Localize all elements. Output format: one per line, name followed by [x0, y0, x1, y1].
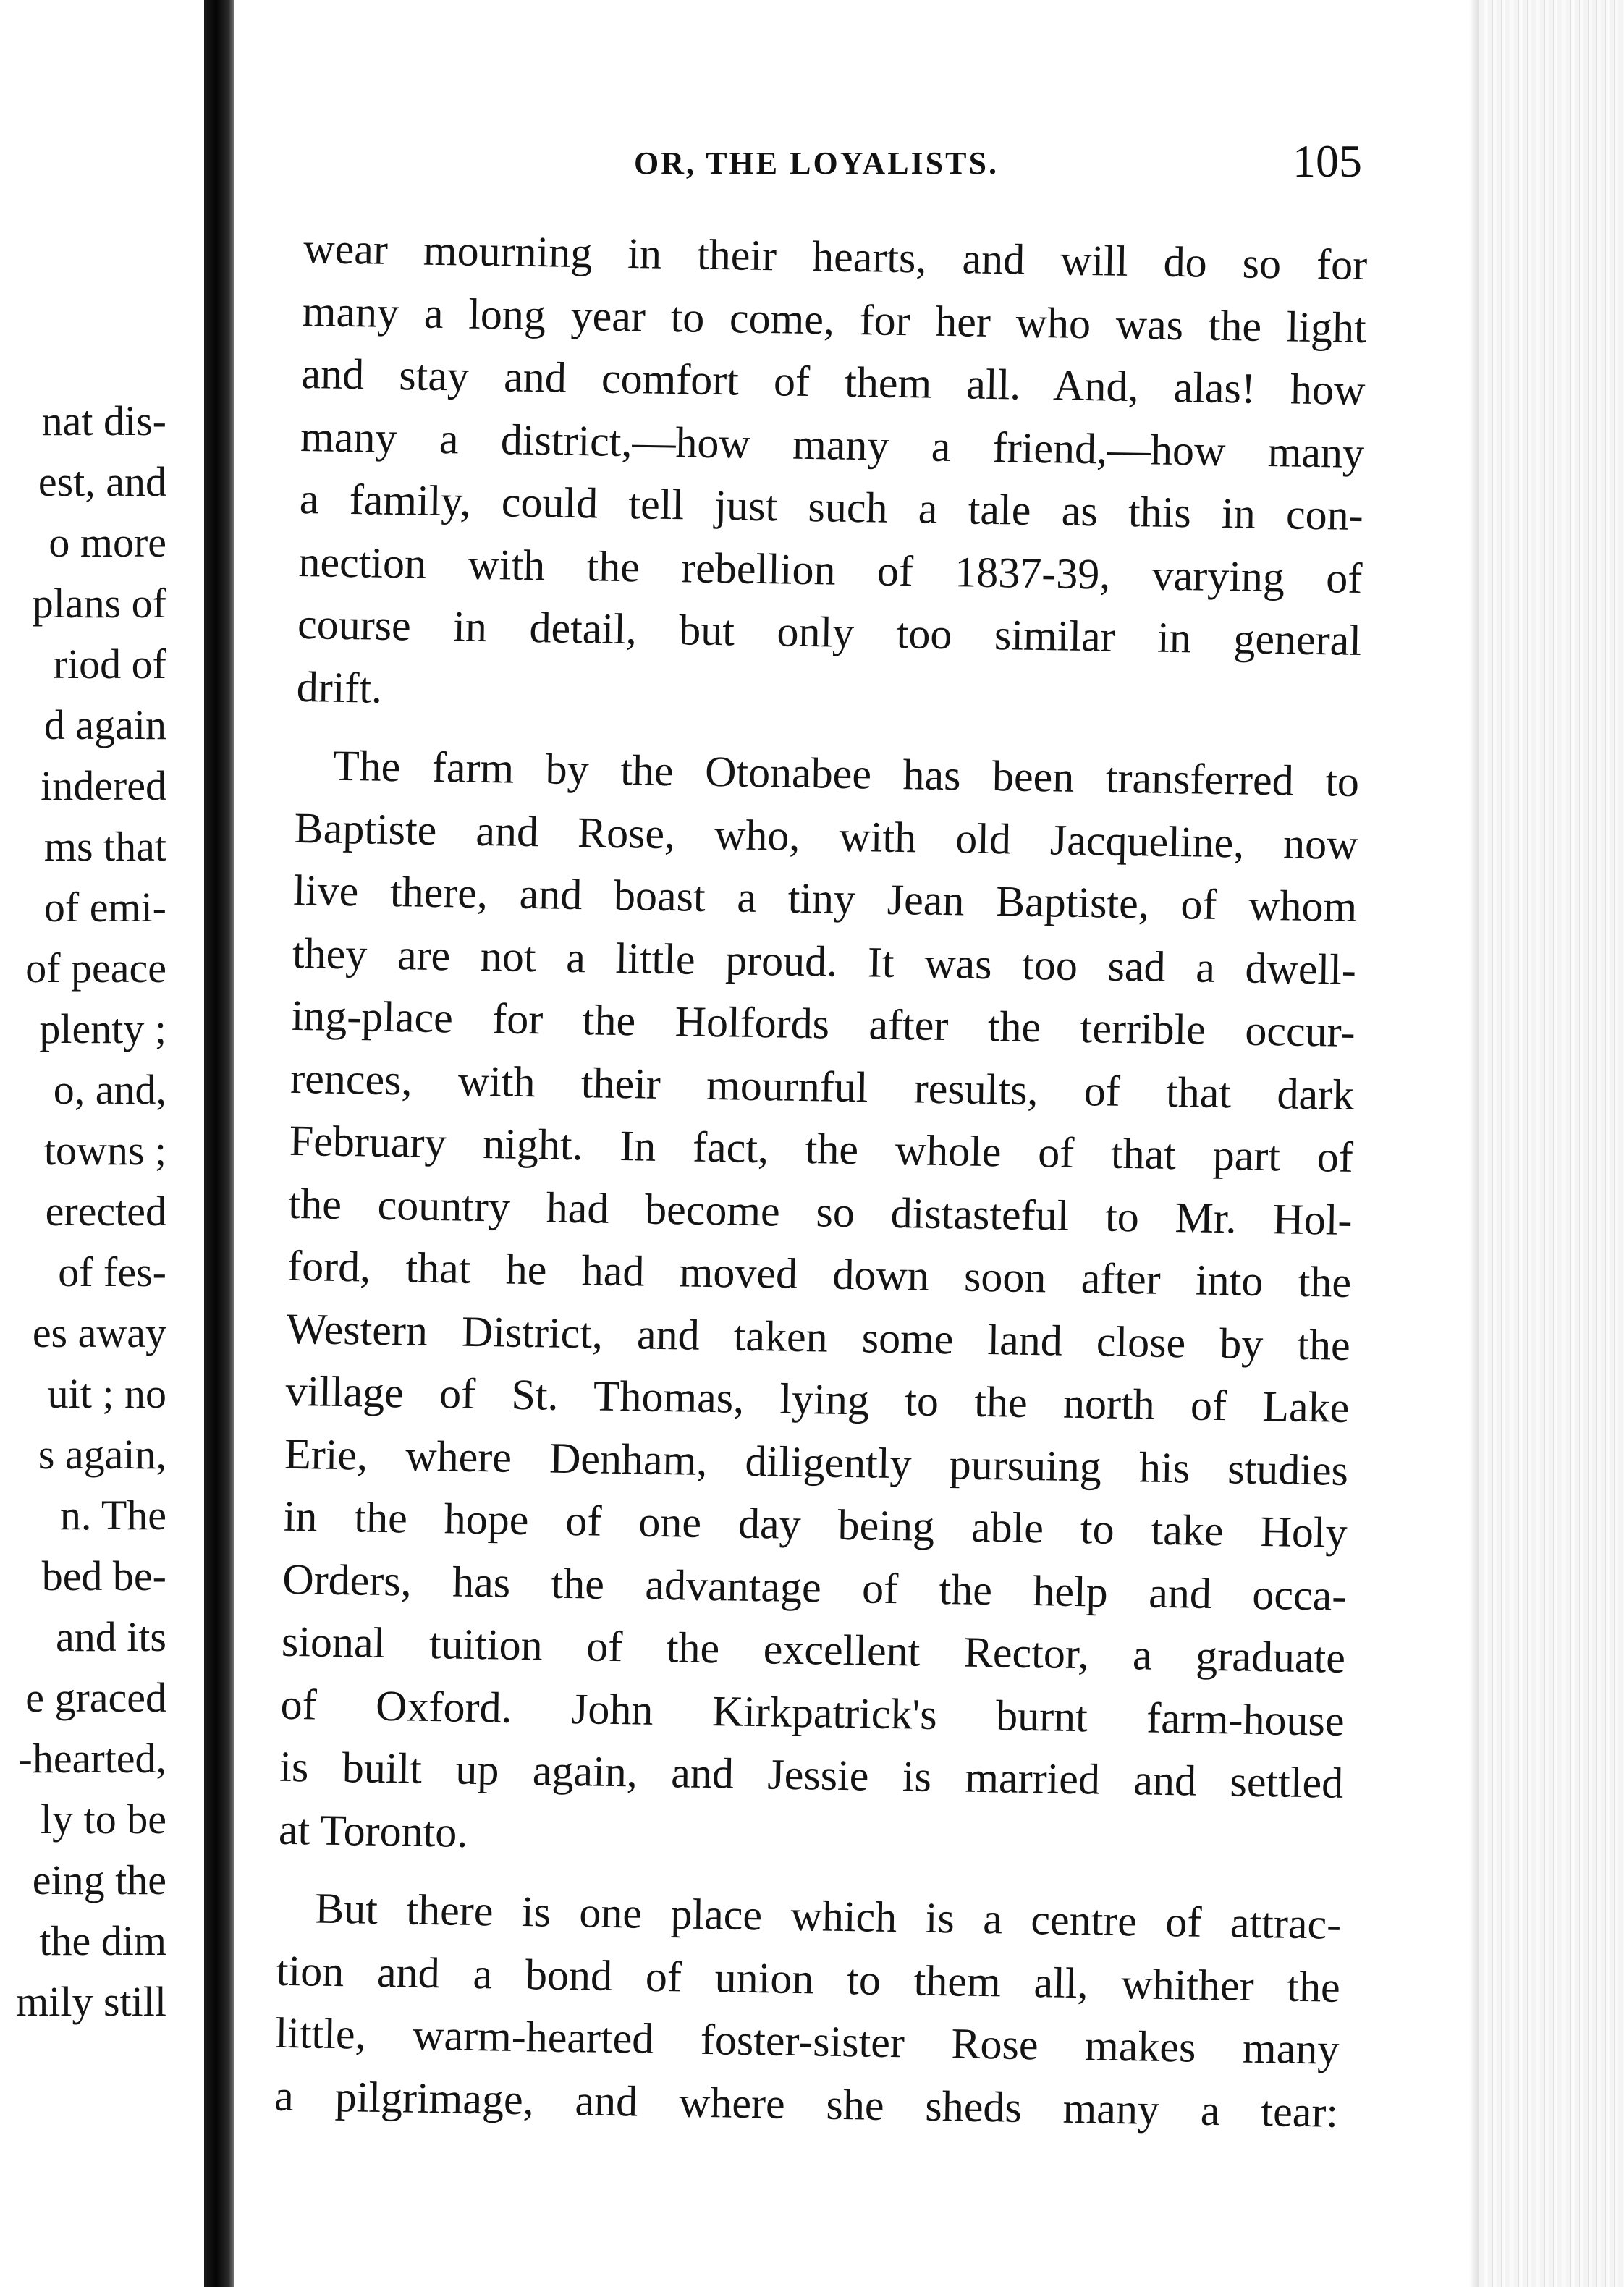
text-line: is built up again, and Jessie is married and settled: [279, 1742, 1344, 1807]
previous-page-line: of emi-: [43, 884, 166, 931]
previous-page-line: towns ;: [43, 1127, 166, 1174]
previous-page-line: plenty ;: [39, 1005, 166, 1052]
text-line: many a long year to come, for her who was the light: [302, 287, 1367, 352]
previous-page-line: the dim: [39, 1917, 166, 1964]
previous-page-line: n. The: [59, 1492, 166, 1539]
previous-page-line: indered: [41, 762, 166, 809]
previous-page-line: plans of: [32, 580, 166, 627]
body-text: [274, 217, 1368, 2144]
previous-page-line: and its: [55, 1613, 166, 1660]
text-line: tion and a bond of union to them all, whither the: [276, 1946, 1341, 2011]
text-line: rences, with their mournful results, of that dark: [289, 1054, 1355, 1119]
running-head: OR, THE LOYALISTS.: [634, 145, 999, 181]
text-line: the country had become so distasteful to Mr. Hol-: [288, 1179, 1353, 1244]
paragraph: [296, 217, 1368, 735]
previous-page-line: e graced: [25, 1674, 166, 1721]
text-line: The farm by the Otonabee has been transferred to: [332, 741, 1360, 806]
previous-page-line: erected: [45, 1188, 166, 1235]
text-line: village of St. Thomas, lying to the north of Lake: [285, 1366, 1350, 1432]
text-line: Erie, where Denham, diligently pursuing his studies: [284, 1429, 1349, 1495]
text-line: But there is one place which is a centre of attrac-: [314, 1884, 1342, 1948]
previous-page-line: of peace: [25, 944, 166, 992]
text-line: a family, could tell just such a tale as this in con-: [299, 474, 1364, 540]
previous-page-line: ms that: [43, 823, 166, 870]
page-number: 105: [1293, 135, 1362, 187]
previous-page-line: mily still: [16, 1978, 166, 2025]
previous-page-line: eing the: [32, 1856, 166, 1903]
text-line: nection with the rebellion of 1837-39, varying of: [298, 537, 1363, 602]
previous-page-line: o more: [48, 519, 166, 566]
previous-page-line: s again,: [38, 1431, 166, 1478]
text-line: they are not a little proud. It was too sad a dwell-: [292, 929, 1357, 994]
previous-page-line: nat dis-: [41, 397, 166, 444]
previous-page-line: es away: [32, 1309, 166, 1356]
text-line: ford, that he had moved down soon after into the: [287, 1241, 1352, 1306]
text-line: a pilgrimage, and where she sheds many a tear:: [274, 2071, 1339, 2136]
previous-page-line: ly to be: [41, 1796, 166, 1843]
previous-page-line: uit ; no: [47, 1370, 166, 1417]
previous-page-line: of fes-: [58, 1248, 166, 1295]
text-line: drift.: [296, 662, 383, 712]
page: [234, 0, 1479, 2287]
text-line: February night. In fact, the whole of that part of: [289, 1116, 1354, 1181]
paragraph: [278, 734, 1359, 1877]
previous-page-line: o, and,: [53, 1066, 166, 1113]
text-line: wear mourning in their hearts, and will do so for: [303, 224, 1368, 289]
text-line: little, warm-hearted foster-sister Rose makes many: [275, 2008, 1340, 2073]
text-line: and stay and comfort of them all. And, alas! how: [301, 349, 1366, 415]
text-line: of Oxford. John Kirkpatrick's burnt farm-house: [280, 1680, 1345, 1745]
text-line: at Toronto.: [278, 1805, 468, 1856]
text-line: live there, and boast a tiny Jean Baptiste, of whom: [292, 866, 1358, 931]
paragraph: [274, 1877, 1342, 2144]
previous-page-line: -hearted,: [18, 1735, 166, 1782]
page-edges: [1479, 0, 1624, 2287]
text-line: course in detail, but only too similar in general: [297, 599, 1362, 665]
text-line: sional tuition of the excellent Rector, a graduate: [281, 1617, 1346, 1682]
book-gutter: [204, 0, 234, 2287]
text-line: Orders, has the advantage of the help and occa-: [282, 1555, 1347, 1620]
text-line: many a district,—how many a friend,—how many: [300, 412, 1365, 477]
text-line: Western District, and taken some land close by the: [286, 1304, 1351, 1369]
previous-page-line: riod of: [53, 641, 166, 688]
text-line: in the hope of one day being able to take Holy: [283, 1492, 1348, 1557]
text-line: Baptiste and Rose, who, with old Jacqueline, now: [294, 803, 1359, 868]
previous-page-fragment: [0, 0, 204, 2287]
previous-page-line: bed be-: [41, 1552, 166, 1599]
previous-page-line: est, and: [38, 458, 166, 505]
previous-page-line: d again: [43, 701, 166, 748]
text-line: ing-place for the Holfords after the terrible occur-: [291, 991, 1356, 1056]
